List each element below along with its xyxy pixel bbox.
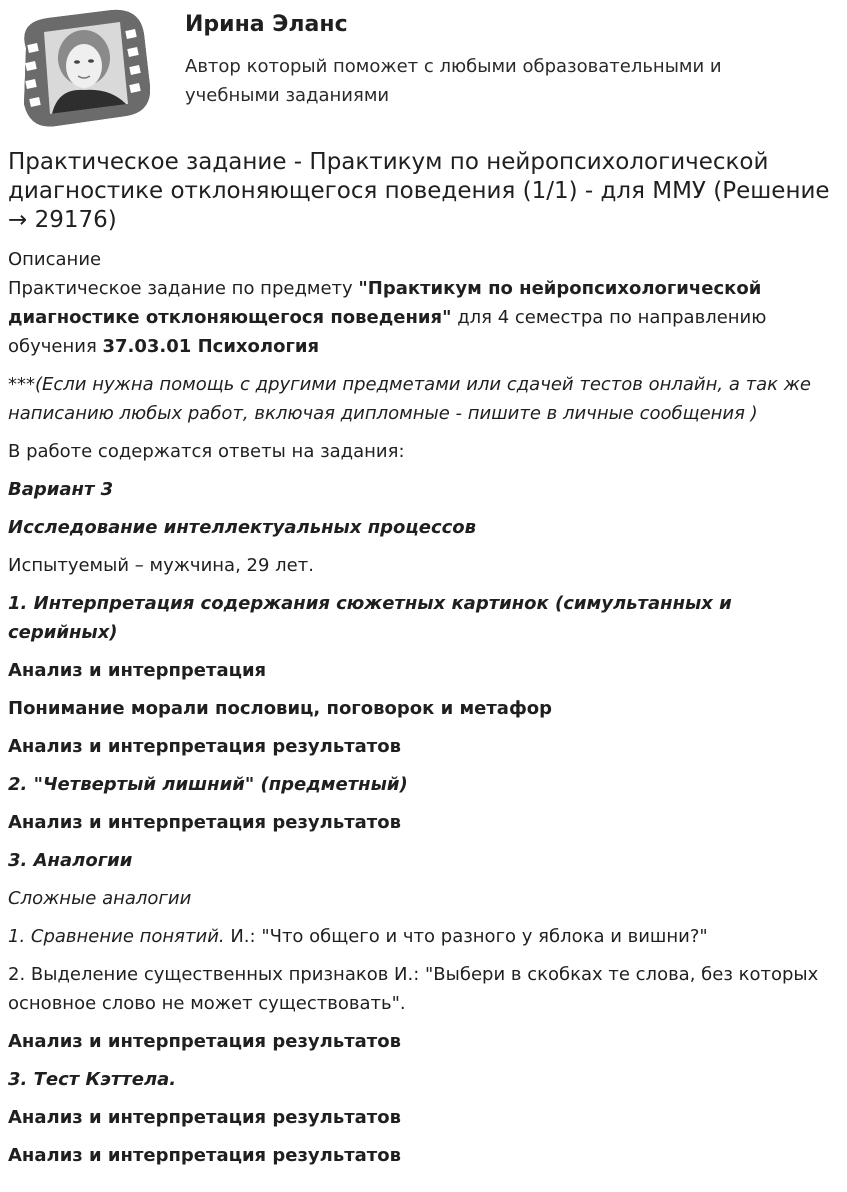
intro-direction: 37.03.01 Психология [102, 336, 320, 357]
page-title: Практическое задание - Практикум по нейропсихологической диагностике отклоняющегося поведения (1/1) - для ММУ (Решение → 29176) [8, 149, 830, 233]
author-name[interactable]: Ирина Эланс [185, 12, 348, 37]
note-paragraph [8, 370, 839, 428]
analysis-heading-6: Анализ и интерпретация результатов [8, 1145, 401, 1166]
analysis-heading-5: Анализ и интерпретация результатов [8, 1107, 401, 1128]
intro-middle: для 4 семестра по направлению обучения [8, 307, 767, 357]
section-heading: Исследование интеллектуальных процессов [8, 517, 477, 538]
question-1-label: 1. Сравнение понятий. [8, 926, 225, 947]
analysis-heading-2: Анализ и интерпретация результатов [8, 736, 401, 757]
task-subheading-analogies: Сложные аналогии [8, 888, 192, 909]
intro-prefix: Практическое задание по предмету [8, 278, 359, 299]
author-header [8, 8, 839, 128]
contains-text: В работе содержатся ответы на задания: [8, 441, 405, 462]
avatar[interactable] [8, 8, 150, 128]
task-heading-2: 2. "Четвертый лишний" (предметный) [8, 774, 408, 795]
task-heading-3: 3. Аналогии [8, 850, 133, 871]
author-description: Автор который поможет с любыми образовательными и учебными заданиями [185, 56, 722, 106]
subject-person: Испытуемый – мужчина, 29 лет. [8, 555, 314, 576]
analysis-heading-4: Анализ и интерпретация результатов [8, 1031, 401, 1052]
analysis-heading-3: Анализ и интерпретация результатов [8, 812, 401, 833]
description-label: Описание [8, 249, 102, 270]
avatar-image [8, 8, 150, 128]
analysis-heading-1: Анализ и интерпретация [8, 660, 267, 681]
variant-heading: Вариант 3 [8, 479, 114, 500]
note-stars: *** [8, 374, 35, 395]
task-heading-1: 1. Интерпретация содержания сюжетных картинок (симультанных и серийных) [8, 593, 732, 643]
question-2: 2. Выделение существенных признаков И.: "Выбери в скобках те слова, без которых основное слово не может существовать". [8, 964, 819, 1014]
intro-subject: "Практикум по нейропсихологической диагностике отклоняющегося поведения" [8, 278, 762, 328]
content [8, 148, 839, 1179]
question-1-text: И.: "Что общего и что разного у яблока и вишни?" [224, 926, 708, 947]
question-1 [8, 922, 839, 951]
task-heading-cattell: 3. Тест Кэттела. [8, 1069, 177, 1090]
note-text: (Если нужна помощь с другими предметами или сдачей тестов онлайн, а так же написанию любых работ, включая дипломные - пишите в личные сообщения ) [8, 374, 811, 424]
intro-paragraph [8, 274, 839, 361]
task-heading-proverbs: Понимание морали пословиц, поговорок и метафор [8, 698, 553, 719]
